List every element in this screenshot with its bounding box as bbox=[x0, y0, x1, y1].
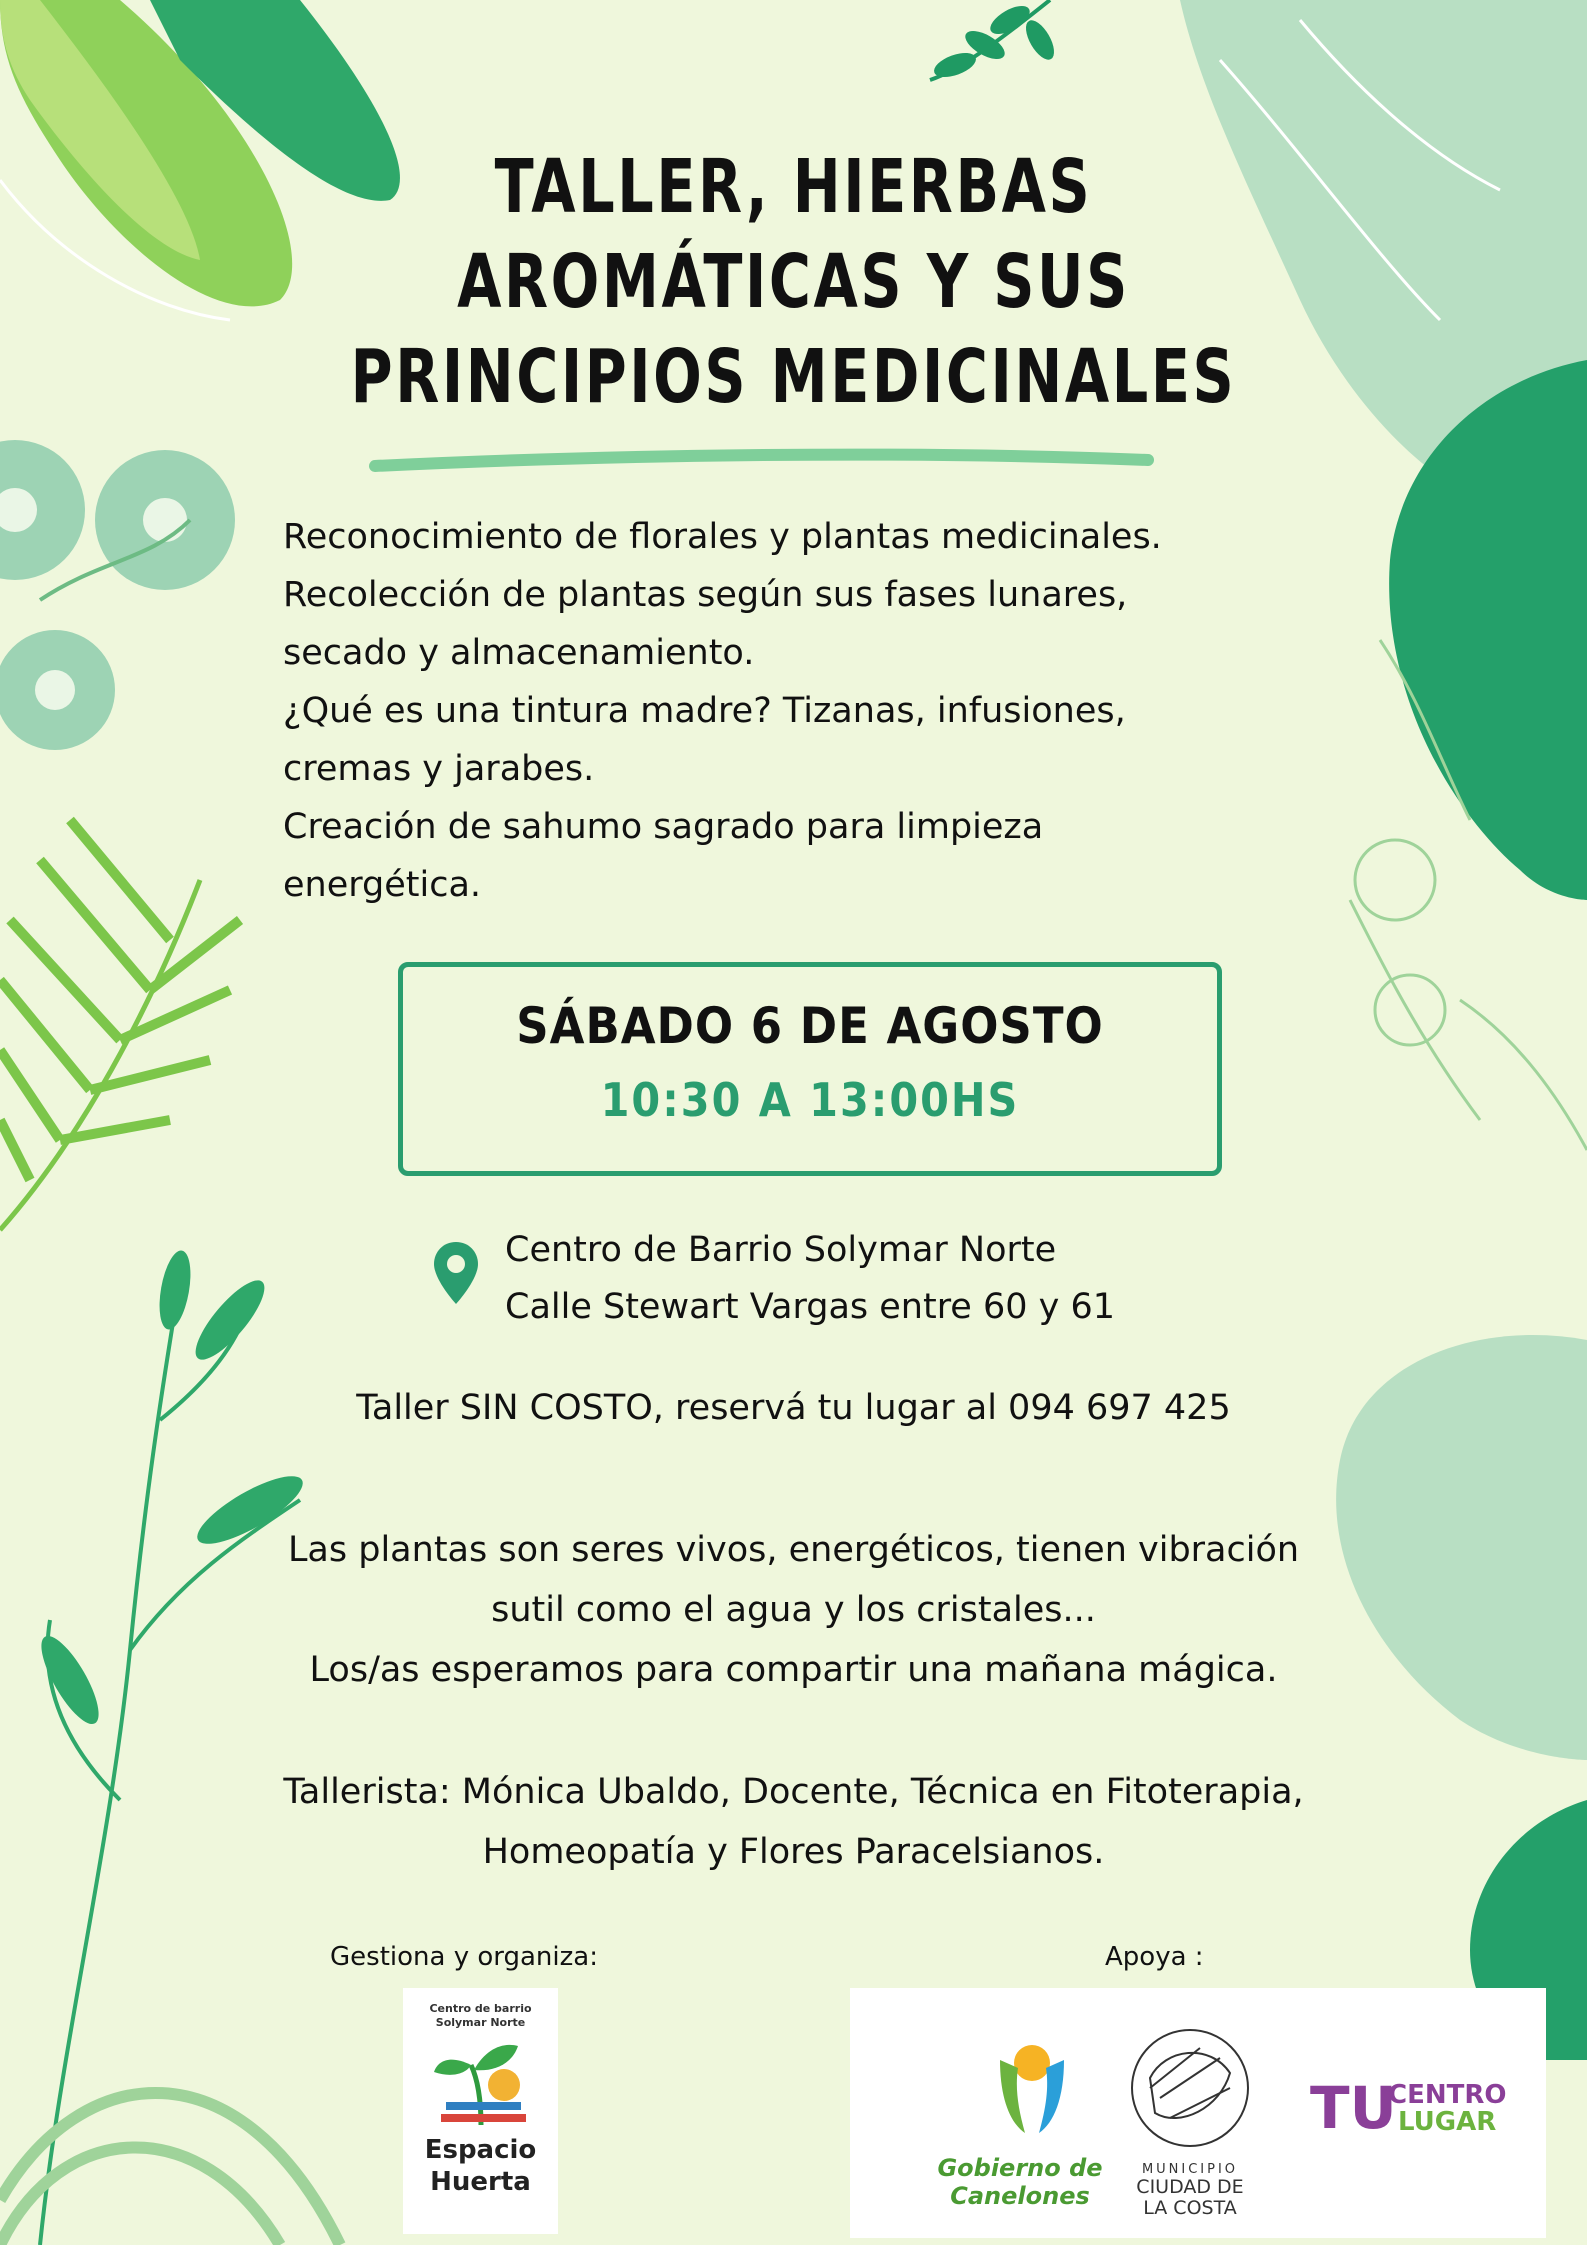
map-pin-icon bbox=[432, 1240, 480, 1306]
municipio-text: LA COSTA bbox=[1143, 2197, 1237, 2219]
logo-name bbox=[403, 2134, 558, 2198]
event-date: SÁBADO 6 DE AGOSTO bbox=[516, 997, 1104, 1055]
quote bbox=[0, 1520, 1587, 1700]
location-name: Centro de Barrio Solymar Norte bbox=[505, 1230, 1057, 1270]
municipio-logo bbox=[1132, 2030, 1248, 2219]
gobierno-text: Gobierno de bbox=[937, 2154, 1103, 2182]
centro-text: CENTRO bbox=[1388, 2080, 1507, 2110]
event-time: 10:30 A 13:00HS bbox=[600, 1073, 1020, 1127]
apoya-label: Apoya : bbox=[1105, 1942, 1204, 1972]
event-date-box bbox=[398, 962, 1222, 1176]
description-line: Reconocimiento de florales y plantas medicinales. bbox=[283, 517, 1162, 557]
tu-centro-lugar-logo bbox=[1310, 2074, 1506, 2142]
description-line: secado y almacenamiento. bbox=[283, 633, 755, 673]
title-line: PRINCIPIOS MEDICINALES bbox=[350, 334, 1237, 420]
description-line: ¿Qué es una tintura madre? Tizanas, infusiones, bbox=[283, 691, 1126, 731]
location-address: Calle Stewart Vargas entre 60 y 61 bbox=[505, 1287, 1116, 1327]
description bbox=[283, 508, 1333, 914]
description-line: energética. bbox=[283, 865, 482, 905]
organiza-label: Gestiona y organiza: bbox=[330, 1942, 598, 1972]
description-line: Creación de sahumo sagrado para limpieza bbox=[283, 807, 1044, 847]
palm-leaf bbox=[0, 820, 240, 1230]
daisy-flower bbox=[0, 440, 235, 750]
tu-text: TU bbox=[1310, 2074, 1397, 2142]
cost-info: Taller SIN COSTO, reservá tu lugar al 094 697 425 bbox=[356, 1388, 1231, 1428]
tallerista-line: Tallerista: Mónica Ubaldo, Docente, Técnica en Fitoterapia, bbox=[283, 1772, 1304, 1812]
gobierno-canelones-logo bbox=[937, 2045, 1102, 2210]
title-underline bbox=[375, 455, 1148, 466]
description-line: cremas y jarabes. bbox=[283, 749, 595, 789]
title-line: AROMÁTICAS Y SUS bbox=[457, 239, 1130, 325]
logo-name-line: Huerta bbox=[430, 2167, 531, 2197]
sprig bbox=[930, 0, 1060, 82]
location bbox=[505, 1222, 1115, 1336]
title-line: TALLER, HIERBAS bbox=[494, 144, 1093, 230]
description-line: Recolección de plantas según sus fases lunares, bbox=[283, 575, 1128, 615]
logo-small-text bbox=[403, 2002, 558, 2030]
lugar-text: LUGAR bbox=[1398, 2107, 1497, 2137]
page-title bbox=[111, 140, 1476, 425]
sponsor-logos bbox=[850, 1988, 1546, 2238]
gobierno-text: Canelones bbox=[950, 2182, 1090, 2210]
tallerista bbox=[0, 1762, 1587, 1882]
quote-line: sutil como el agua y los cristales... bbox=[491, 1590, 1096, 1630]
municipio-text: CIUDAD DE bbox=[1136, 2176, 1244, 2198]
logo-name-line: Espacio bbox=[424, 2135, 537, 2165]
quote-line: Los/as esperamos para compartir una mañana mágica. bbox=[309, 1650, 1278, 1690]
municipio-text: MUNICIPIO bbox=[1141, 2162, 1239, 2177]
espacio-huerta-logo bbox=[403, 1988, 558, 2234]
quote-line: Las plantas son seres vivos, energéticos, tienen vibración bbox=[287, 1530, 1300, 1570]
sponsor-logos-graphic bbox=[850, 1988, 1546, 2238]
logo-small-line: Solymar Norte bbox=[435, 2016, 526, 2029]
logo-small-line: Centro de barrio bbox=[429, 2002, 532, 2015]
tallerista-line: Homeopatía y Flores Paracelsianos. bbox=[482, 1832, 1105, 1872]
sprout-icon bbox=[426, 2030, 536, 2130]
